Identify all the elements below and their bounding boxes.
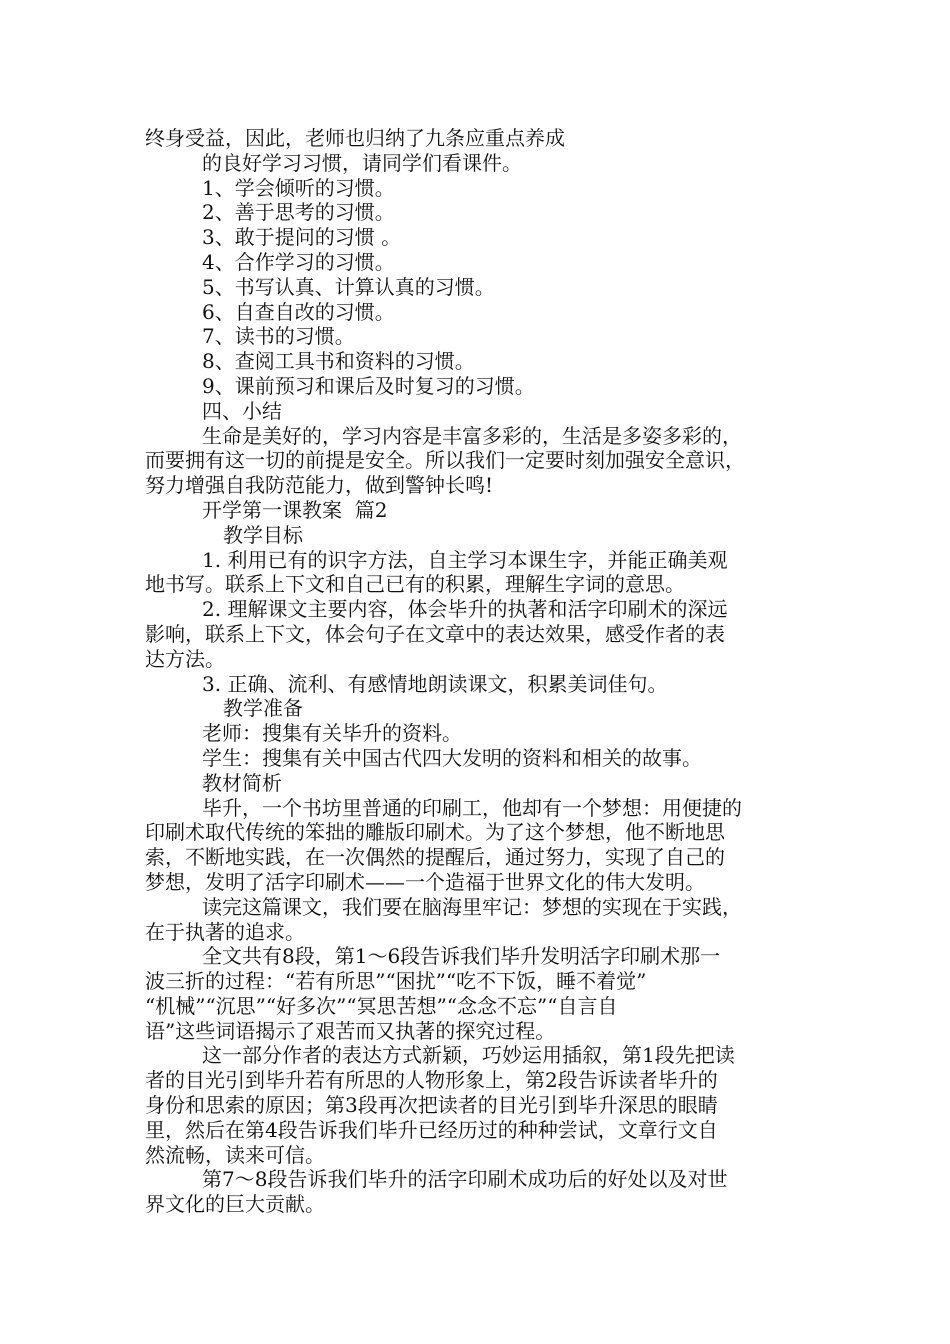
text-line: 教材简析 [202,770,282,795]
text-line: 印刷术取代传统的笨拙的雕版印刷术。为了这个梦想，他不断地思 [145,820,725,845]
text-line: 1. 利用已有的识字方法，自主学习本课生字，并能正确美观 [202,547,728,572]
text-line: 开学第一课教案 篇2 [202,497,388,522]
text-line: 第7～8段告诉我们毕升的活字印刷术成功后的好处以及对世 [202,1167,728,1192]
text-line: 达方法。 [145,646,225,671]
text-line: 生命是美好的，学习内容是丰富多彩的，生活是多姿多彩的， [202,423,742,448]
text-line: 里，然后在第4段告诉我们毕升已经历过的种种尝试，文章行文自 [145,1117,718,1142]
text-line: 地书写。联系上下文和自己已有的积累，理解生字词的意思。 [145,572,685,597]
text-line: 而要拥有这一切的前提是安全。所以我们一定要时刻加强安全意识， [145,448,745,473]
text-line: 索，不断地实践，在一次偶然的提醒后，通过努力，实现了自己的 [145,845,725,870]
text-line: 教学准备 [223,696,303,721]
text-line: 学生：搜集有关中国古代四大发明的资料和相关的故事。 [202,745,702,770]
text-line: 5、书写认真、计算认真的习惯。 [202,274,495,299]
text-line: 1、学会倾听的习惯。 [202,175,395,200]
text-line: 然流畅，读来可信。 [145,1142,325,1167]
text-line: 波三折的过程：“若有所思”“困扰”“吃不下饭，睡不着觉” [145,969,647,994]
text-line: 3. 正确、流利、有感情地朗读课文，积累美词佳句。 [202,671,668,696]
text-line: 梦想，发明了活字印刷术——一个造福于世界文化的伟大发明。 [145,869,705,894]
text-line: 毕升，一个书坊里普通的印刷工，他却有一个梦想：用便捷的 [202,795,742,820]
text-line: 2、善于思考的习惯。 [202,200,395,225]
text-line: 终身受益，因此，老师也归纳了九条应重点养成 [145,126,565,150]
text-line: 身份和思索的原因；第3段再次把读者的目光引到毕升深思的眼睛 [145,1093,718,1118]
text-line: “机械”“沉思”“好多次”“冥思苦想”“念念不忘”“自言自 [145,993,618,1018]
text-line: 语”这些词语揭示了艰苦而又执著的探究过程。 [145,1018,556,1043]
text-line: 在于执著的追求。 [145,919,305,944]
document-page [145,126,810,1217]
text-line: 4、合作学习的习惯。 [202,249,395,274]
text-line: 读完这篇课文，我们要在脑海里牢记：梦想的实现在于实践， [202,894,742,919]
text-line: 9、课前预习和课后及时复习的习惯。 [202,373,535,398]
text-line: 全文共有8段，第1～6段告诉我们毕升发明活字印刷术那一 [202,944,721,969]
text-line: 老师：搜集有关毕升的资料。 [202,721,462,746]
text-line: 界文化的巨大贡献。 [145,1192,325,1217]
text-line: 的良好学习习惯，请同学们看课件。 [202,150,522,175]
text-line: 这一部分作者的表达方式新颖，巧妙运用插叙，第1段先把读 [202,1043,735,1068]
text-line: 3、敢于提问的习惯 。 [202,225,402,250]
text-line: 2. 理解课文主要内容，体会毕升的执著和活字印刷术的深远 [202,597,728,622]
text-line: 四、小结 [202,398,282,423]
text-line: 8、查阅工具书和资料的习惯。 [202,349,475,374]
text-line: 教学目标 [223,522,303,547]
text-line: 6、自查自改的习惯。 [202,299,395,324]
text-line: 努力增强自我防范能力，做到警钟长鸣! [145,473,494,498]
text-line: 影响，联系上下文，体会句子在文章中的表达效果，感受作者的表 [145,621,725,646]
text-line: 者的目光引到毕升若有所思的人物形象上，第2段告诉读者毕升的 [145,1068,718,1093]
text-line: 7、读书的习惯。 [202,324,355,349]
